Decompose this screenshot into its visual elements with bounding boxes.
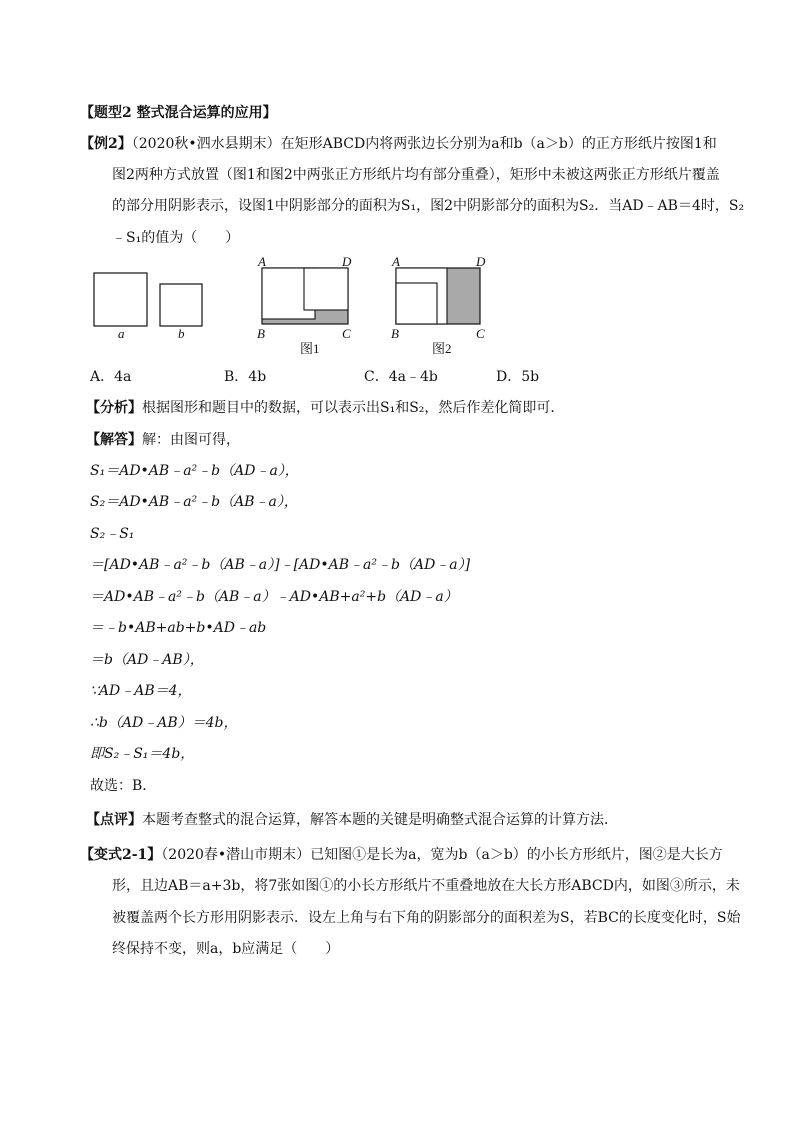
square-a-label: a bbox=[118, 326, 125, 341]
option-a: A．4a bbox=[90, 369, 132, 385]
fig1-square-b bbox=[304, 268, 348, 310]
answer-line: ∵AD﹣AB＝4， bbox=[90, 683, 192, 699]
answer-intro-line bbox=[86, 430, 240, 450]
example-text-1: 在矩形ABCD内将两张边长分别为a和b（a＞b）的正方形纸片按图1和 bbox=[280, 136, 717, 152]
example-source: （2020秋•泗水县期末） bbox=[131, 136, 281, 152]
answer-line: 即S₂﹣S₁＝4b， bbox=[90, 746, 195, 762]
answer-line: 故选：B． bbox=[90, 778, 157, 794]
option-d: D．5b bbox=[496, 369, 540, 385]
variant-tag: 【变式2-1】 bbox=[80, 847, 162, 863]
example-line-1 bbox=[80, 134, 717, 154]
variant-line-1 bbox=[80, 845, 723, 865]
answer-line: ∴b（AD﹣AB）＝4b， bbox=[90, 715, 238, 731]
square-a bbox=[94, 273, 147, 326]
answer-line: ＝AD•AB﹣a²﹣b（AB﹣a）﹣AD•AB+a²+b（AD﹣a） bbox=[90, 589, 458, 605]
comment bbox=[86, 810, 618, 830]
answer-line: ＝[AD•AB﹣a²﹣b（AB﹣a）]﹣[AD•AB﹣a²﹣b（AD﹣a）] bbox=[90, 557, 471, 573]
variant-line-3: 被覆盖两个长方形用阴影表示．设左上角与右下角的阴影部分的面积差为S，若BC的长度变化时，S始 bbox=[112, 910, 741, 926]
example-line-3: 的部分用阴影表示，设图1中阴影部分的面积为S₁，图2中阴影部分的面积为S₂．当AD﹣AB＝4时，S₂ bbox=[112, 198, 745, 214]
square-b-label: b bbox=[178, 326, 185, 341]
fig2-label-d: D bbox=[476, 254, 486, 269]
example-tag: 【例2】 bbox=[80, 136, 132, 152]
figures-svg bbox=[80, 252, 520, 362]
option-c: C．4a﹣4b bbox=[364, 369, 438, 385]
variant-line-2: 形，且边AB＝a+3b，将7张如图①的小长方形纸片不重叠地放在大长方形ABCD内，如图③所示，未 bbox=[112, 878, 740, 894]
example-line-2: 图2两种方式放置（图1和图2中两张正方形纸片均有部分重叠），矩形中未被这两张正方形纸片覆盖 bbox=[112, 167, 720, 183]
section-title: 【题型2 整式混合运算的应用】 bbox=[80, 105, 277, 121]
fig1-label-c: C bbox=[342, 326, 351, 341]
answer-label: 【解答】 bbox=[86, 432, 142, 448]
comment-label: 【点评】 bbox=[86, 812, 142, 828]
answer-line: ＝b（AD﹣AB）， bbox=[90, 652, 204, 668]
variant-line-4: 终保持不变，则a，b应满足（ ） bbox=[112, 941, 340, 957]
fig2-label-b: B bbox=[391, 326, 399, 341]
fig2-label-c: C bbox=[476, 326, 485, 341]
analysis-label: 【分析】 bbox=[86, 400, 142, 416]
variant-text-1: 已知图①是长为a，宽为b（a＞b）的小长方形纸片，图②是大长方 bbox=[310, 847, 723, 863]
fig1-label-d: D bbox=[342, 254, 352, 269]
analysis bbox=[86, 398, 564, 418]
figure-2 bbox=[391, 254, 486, 356]
fig1-caption: 图1 bbox=[300, 341, 320, 356]
fig2-caption: 图2 bbox=[432, 341, 452, 356]
answer-intro: 解：由图可得， bbox=[142, 432, 240, 448]
answer-line: ＝﹣b•AB+ab+b•AD﹣ab bbox=[90, 620, 267, 636]
answer-line: S₁＝AD•AB﹣a²﹣b（AD﹣a）， bbox=[90, 463, 299, 479]
analysis-text: 根据图形和题目中的数据，可以表示出S₁和S₂，然后作差化简即可． bbox=[142, 400, 565, 416]
answer-line: S₂＝AD•AB﹣a²﹣b（AB﹣a）， bbox=[90, 494, 298, 510]
figures bbox=[80, 252, 520, 362]
figure-1 bbox=[257, 254, 352, 356]
variant-source: （2020春•潜山市期末） bbox=[161, 847, 311, 863]
fig2-label-a: A bbox=[392, 254, 400, 269]
answer-line: S₂﹣S₁ bbox=[90, 526, 135, 542]
example-line-4: ﹣S₁的值为（ ） bbox=[112, 230, 240, 246]
option-b: B．4b bbox=[224, 369, 267, 385]
fig1-label-a: A bbox=[258, 254, 266, 269]
square-b bbox=[160, 284, 202, 326]
comment-text: 本题考查整式的混合运算，解答本题的关键是明确整式混合运算的计算方法． bbox=[142, 812, 618, 828]
fig1-label-b: B bbox=[257, 326, 265, 341]
fig2-square-b bbox=[396, 283, 437, 324]
